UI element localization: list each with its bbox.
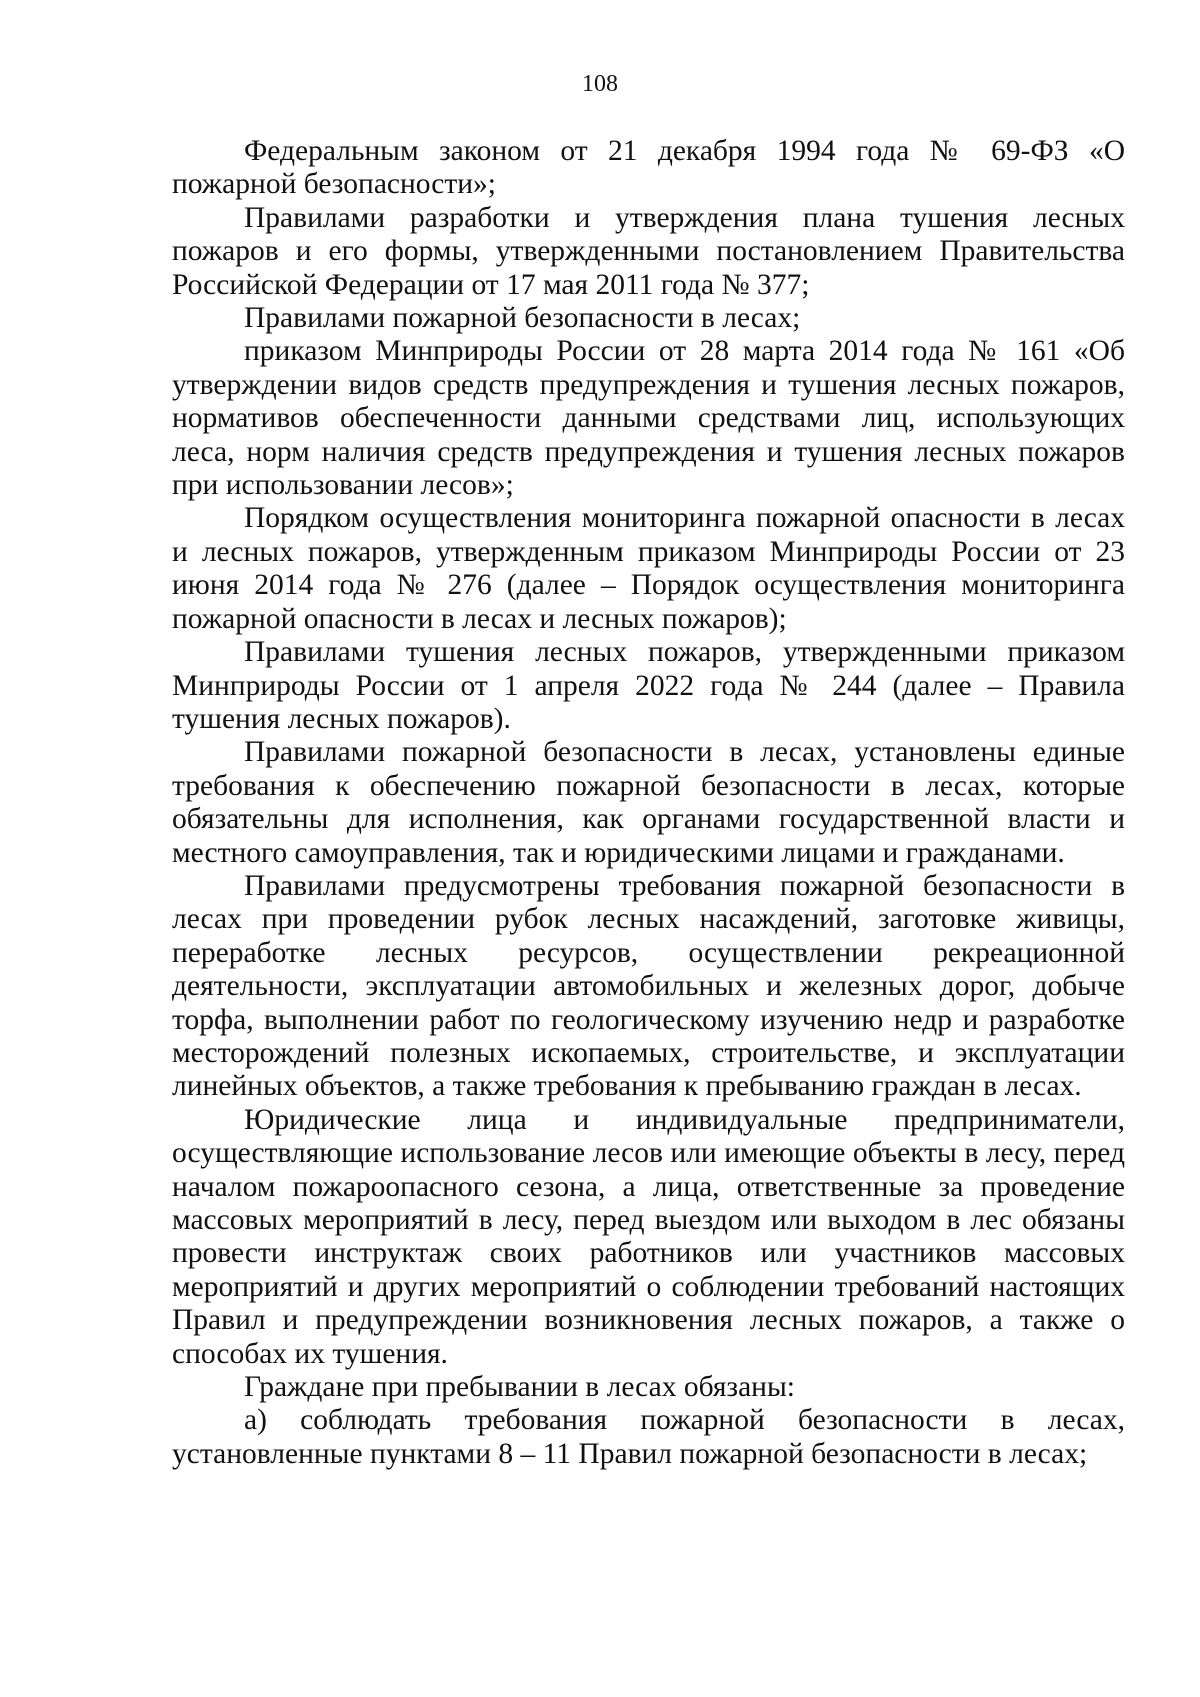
document-body [172, 135, 1125, 1471]
paragraph: Правилами предусмотрены требования пожарной безопасности в лесах при проведении рубок лесных насаждений, заготовке живицы, переработке лесных ресурсов, осуществлении рекреационной деятельности, эксплуатации автомобильных и железных дорог, добыче торфа, выполнении работ по геологическому изучению недр и разработке месторождений полезных ископаемых, строительстве, и эксплуатации линейных объектов, а также требования к пребыванию граждан в лесах. [172, 869, 1125, 1103]
paragraph: приказом Минприроды России от 28 марта 2014 года № 161 «Об утверждении видов средств предупреждения и тушения лесных пожаров, нормативов обеспеченности данными средствами лиц, использующих леса, норм наличия средств предупреждения и тушения лесных пожаров при использовании лесов»; [172, 335, 1125, 502]
paragraph: а) соблюдать требования пожарной безопасности в лесах, установленные пунктами 8 – 11 Правил пожарной безопасности в лесах; [172, 1404, 1125, 1470]
paragraph: Граждане при пребывании в лесах обязаны: [244, 1371, 795, 1404]
paragraph: Порядком осуществления мониторинга пожарной опасности в лесах и лесных пожаров, утвержденным приказом Минприроды России от 23 июня 2014 года № 276 (далее – Порядок осуществления мониторинга пожарной опасности в лесах и лесных пожаров); [172, 502, 1125, 635]
paragraph: Правилами пожарной безопасности в лесах; [244, 302, 801, 335]
paragraph: Юридические лица и индивидуальные предприниматели, осуществляющие использование лесов или имеющие объекты в лесу, перед началом пожароопасного сезона, а лица, ответственные за проведение массовых мероприятий в лесу, перед выездом или выходом в лес обязаны провести инструктаж своих работников или участников массовых мероприятий и других мероприятий о соблюдении требований настоящих Правил и предупреждении возникновения лесных пожаров, а также о способах их тушения. [172, 1103, 1125, 1370]
paragraph: Правилами разработки и утверждения плана тушения лесных пожаров и его формы, утвержденными постановлением Правительства Российской Федерации от 17 мая 2011 года № 377; [172, 201, 1125, 301]
paragraph: Правилами пожарной безопасности в лесах, установлены единые требования к обеспечению пожарной безопасности в лесах, которые обязательны для исполнения, как органами государственной власти и местного самоуправления, так и юридическими лицами и гражданами. [172, 736, 1125, 869]
paragraph: Федеральным законом от 21 декабря 1994 года № 69-ФЗ «О пожарной безопасности»; [172, 135, 1125, 201]
page-number: 108 [582, 71, 618, 97]
paragraph: Правилами тушения лесных пожаров, утвержденными приказом Минприроды России от 1 апреля 2022 года № 244 (далее – Правила тушения лесных пожаров). [172, 636, 1125, 735]
